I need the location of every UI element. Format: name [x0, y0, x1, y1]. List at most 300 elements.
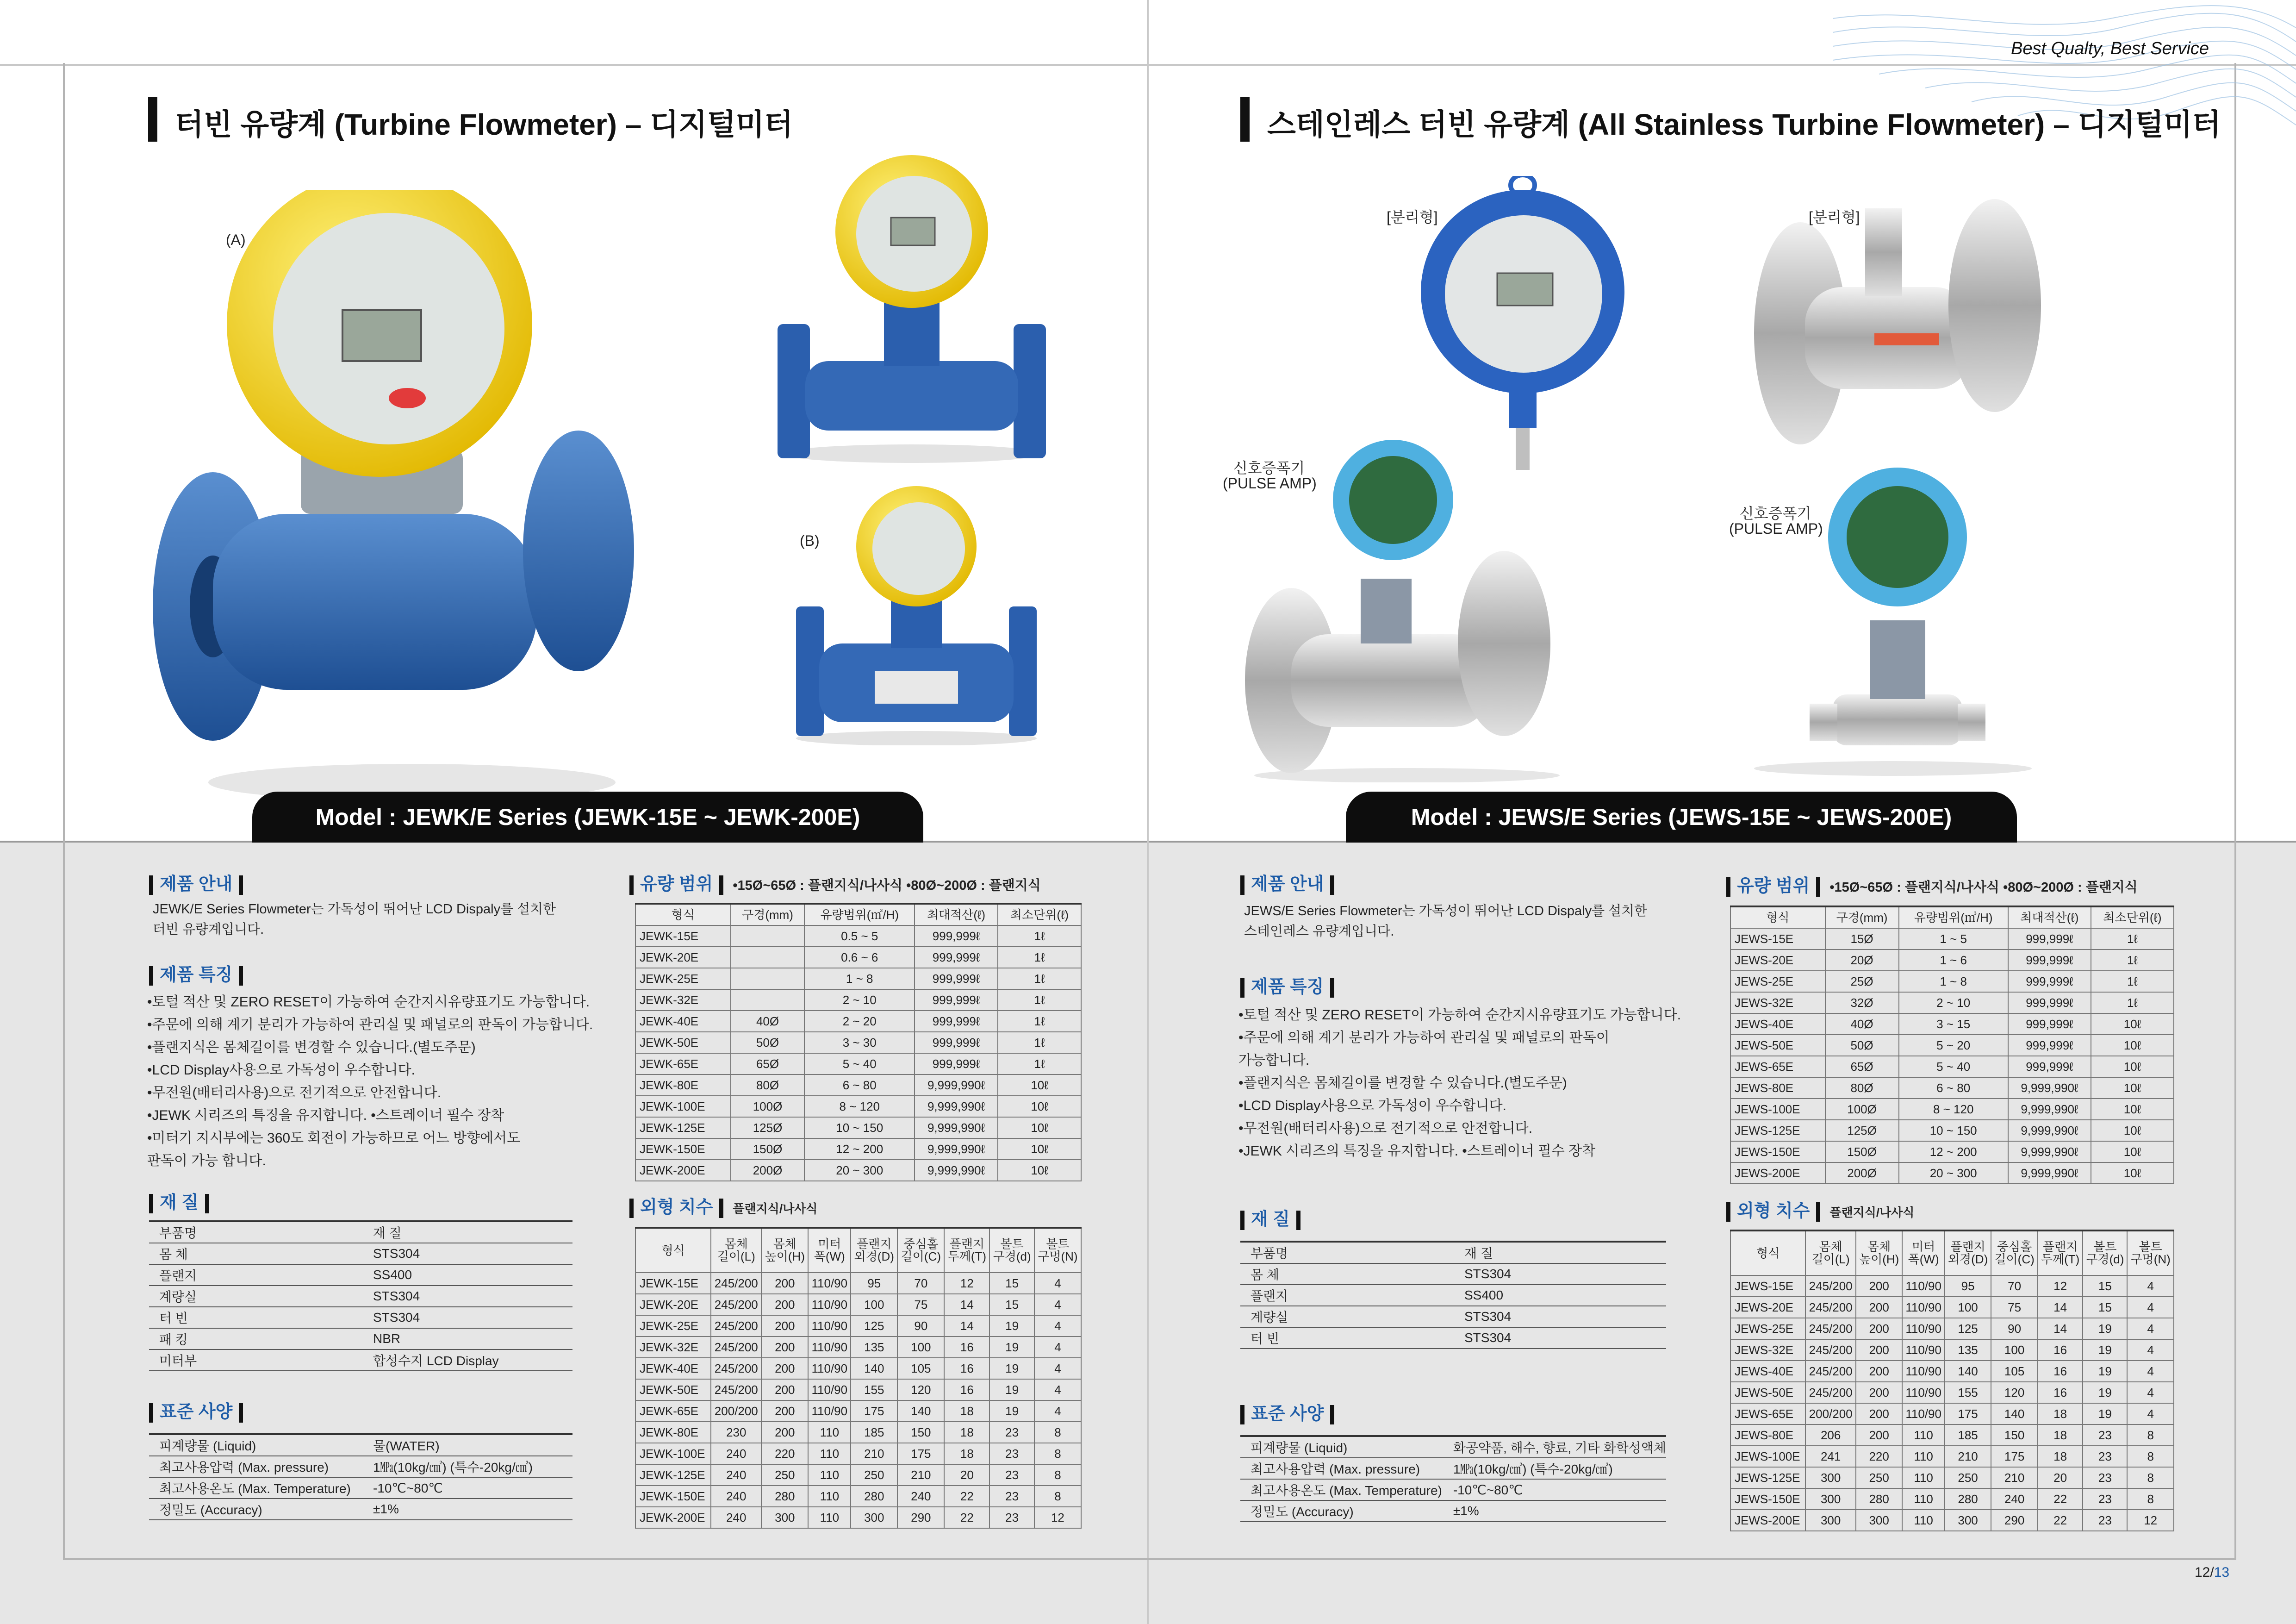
table-cell: 8	[2127, 1467, 2174, 1488]
table-cell: 200	[761, 1379, 808, 1400]
table-cell: 110	[1902, 1446, 1944, 1467]
table-cell: 200	[761, 1315, 808, 1337]
table-cell: 200/200	[711, 1400, 761, 1422]
feature-item: •JEWK 시리즈의 특징을 유지합니다. •스트레이너 필수 장착	[1238, 1143, 1596, 1159]
table-cell: 10ℓ	[998, 1160, 1081, 1181]
features-heading-left: 제품 특징	[149, 960, 249, 986]
table-cell: 10ℓ	[2091, 1162, 2174, 1184]
table-row	[635, 1096, 1081, 1117]
table-cell: 280	[1945, 1488, 1991, 1510]
table-cell: 220	[761, 1443, 808, 1464]
table-cell: 1ℓ	[998, 925, 1081, 947]
table-cell: 10ℓ	[2091, 1056, 2174, 1077]
table-cell: 240	[1991, 1488, 2038, 1510]
feature-item: •미터기 지시부에는 360도 회전이 가능하므로 어느 방향에서도	[147, 1131, 521, 1146]
table-cell: 245/200	[711, 1315, 761, 1337]
table-cell: 8	[1034, 1443, 1081, 1464]
table-cell: 125	[851, 1315, 897, 1337]
material-heading-left: 재 질	[149, 1188, 216, 1213]
feature-item: •JEWK 시리즈의 특징을 유지합니다. •스트레이너 필수 장착	[147, 1108, 504, 1123]
table-cell: 110	[808, 1422, 851, 1443]
table-cell: 9,999,990ℓ	[2008, 1077, 2091, 1099]
table-cell: 125Ø	[731, 1117, 805, 1138]
table-cell: 12	[1034, 1507, 1081, 1528]
feature-item: •LCD Display사용으로 가독성이 우수합니다.	[1238, 1098, 1506, 1113]
table-cell: 999,999ℓ	[915, 925, 998, 947]
table-cell: 70	[897, 1273, 944, 1294]
intro-line: JEWS/E Series Flowmeter는 가독성이 뛰어난 LCD Dispaly를 설치한	[1244, 904, 1648, 918]
table-cell: 23	[2083, 1467, 2127, 1488]
table-cell: 200	[1856, 1318, 1903, 1339]
table-cell: 200	[1856, 1361, 1903, 1382]
table-cell: 200	[1856, 1403, 1903, 1424]
table-cell: 20 ~ 300	[804, 1160, 915, 1181]
table-cell: 200Ø	[1825, 1162, 1899, 1184]
table-cell: 18	[2038, 1403, 2083, 1424]
table-cell: 50Ø	[1825, 1035, 1899, 1056]
table-cell: 9,999,990ℓ	[2008, 1141, 2091, 1162]
features-heading-right: 제품 특징	[1240, 972, 1341, 998]
table-cell: 150Ø	[731, 1138, 805, 1160]
table-cell: 1 ~ 5	[1899, 928, 2008, 949]
table-cell: 19	[2083, 1382, 2127, 1403]
table-cell: 245/200	[1805, 1297, 1856, 1318]
turbine-flowmeter-photo-b-top	[768, 148, 1055, 463]
table-cell: 50Ø	[731, 1032, 805, 1053]
table-row	[1730, 971, 2174, 992]
table-cell: 16	[944, 1379, 989, 1400]
photo-label-a: (A)	[226, 231, 246, 248]
table-cell: 32Ø	[1825, 992, 1899, 1013]
table-cell: 4	[2127, 1318, 2174, 1339]
table-cell: 300	[851, 1507, 897, 1528]
table-cell: 245/200	[1805, 1361, 1856, 1382]
table-cell: 2 ~ 20	[804, 1011, 915, 1032]
table-cell: JEWK-50E	[635, 1379, 711, 1400]
table-cell: 6 ~ 80	[1899, 1077, 2008, 1099]
table-cell: 200	[761, 1337, 808, 1358]
table-cell: 300	[1805, 1488, 1856, 1510]
table-cell: 120	[1991, 1382, 2038, 1403]
table-cell: 9,999,990ℓ	[915, 1074, 998, 1096]
table-cell: 4	[1034, 1358, 1081, 1379]
table-cell: 1 ~ 8	[804, 968, 915, 989]
table-cell: 210	[897, 1464, 944, 1486]
table-cell: 65Ø	[1825, 1056, 1899, 1077]
table-cell: JEWS-100E	[1730, 1099, 1825, 1120]
table-cell: 110	[808, 1507, 851, 1528]
column-header: 미터 폭(W)	[1902, 1230, 1944, 1275]
table-cell: 20Ø	[1825, 949, 1899, 971]
table-cell: 14	[944, 1315, 989, 1337]
table-cell: 19	[989, 1400, 1034, 1422]
table-cell: 1ℓ	[998, 1011, 1081, 1032]
feature-item: 가능합니다.	[1238, 1053, 1310, 1068]
table-cell: 18	[944, 1400, 989, 1422]
column-header: 형식	[1730, 906, 1825, 928]
table-row	[635, 1011, 1081, 1032]
table-row	[635, 947, 1081, 968]
table-cell: 15	[2083, 1275, 2127, 1297]
table-cell: 12	[944, 1273, 989, 1294]
feature-item: •주문에 의해 계기 분리가 가능하여 관리실 및 패널로의 판독이	[1238, 1030, 1610, 1045]
table-cell: 10ℓ	[2091, 1077, 2174, 1099]
intro-text-right	[1244, 901, 1647, 942]
table-cell: JEWK-25E	[635, 1315, 711, 1337]
table-cell: 999,999ℓ	[2008, 1013, 2091, 1035]
wave-decoration	[1833, 0, 2296, 176]
dimensions-table-left	[635, 1227, 1082, 1529]
table-cell: JEWK-125E	[635, 1117, 731, 1138]
table-cell: 16	[944, 1337, 989, 1358]
column-header: 몸체 길이(L)	[711, 1228, 761, 1273]
table-row	[1730, 1424, 2174, 1446]
table-row	[1730, 1141, 2174, 1162]
page-title-right: 스테인레스 터빈 유량계 (All Stainless Turbine Flowmeter) – 디지털미터	[1267, 108, 2221, 141]
table-cell: 999,999ℓ	[915, 989, 998, 1011]
table-cell: 200	[761, 1358, 808, 1379]
table-cell: 200	[1856, 1275, 1903, 1297]
table-cell: 200	[761, 1294, 808, 1315]
table-cell: 22	[944, 1486, 989, 1507]
table-cell: JEWK-32E	[635, 1337, 711, 1358]
table-cell: 999,999ℓ	[915, 968, 998, 989]
table-cell: 1ℓ	[998, 968, 1081, 989]
flow-range-table-left	[635, 903, 1082, 1181]
table-cell: JEWK-50E	[635, 1032, 731, 1053]
table-row: 피계량물 (Liquid) 물(WATER)	[149, 1434, 572, 1456]
feature-item: •LCD Display사용으로 가독성이 우수합니다.	[147, 1062, 415, 1078]
table-cell: JEWK-100E	[635, 1443, 711, 1464]
table-cell: 9,999,990ℓ	[915, 1096, 998, 1117]
table-cell: JEWS-125E	[1730, 1120, 1825, 1141]
table-cell: JEWK-15E	[635, 925, 731, 947]
table-cell: 105	[1991, 1361, 2038, 1382]
table-cell: 210	[1991, 1467, 2038, 1488]
table-cell: 175	[897, 1443, 944, 1464]
table-cell: JEWK-15E	[635, 1273, 711, 1294]
table-cell: 4	[1034, 1337, 1081, 1358]
table-cell: 10ℓ	[2091, 1141, 2174, 1162]
table-row	[635, 1443, 1081, 1464]
table-cell: 250	[1856, 1467, 1903, 1488]
table-cell: 999,999ℓ	[2008, 1056, 2091, 1077]
table-cell: 16	[2038, 1339, 2083, 1361]
column-header: 몸체 길이(L)	[1805, 1230, 1856, 1275]
table-cell: 100	[851, 1294, 897, 1315]
table-cell: 110/90	[808, 1294, 851, 1315]
table-cell: 23	[2083, 1446, 2127, 1467]
table-cell: 175	[851, 1400, 897, 1422]
table-cell: 240	[711, 1443, 761, 1464]
table-cell: 245/200	[711, 1358, 761, 1379]
table-row	[1730, 1297, 2174, 1318]
table-cell: 4	[1034, 1379, 1081, 1400]
table-cell: 110	[1902, 1467, 1944, 1488]
flow-range-table-right	[1730, 906, 2174, 1184]
table-cell: 18	[944, 1443, 989, 1464]
table-header-row	[1730, 906, 2174, 928]
feature-item: •플랜지식은 몸체길이를 변경할 수 있습니다.(별도주문)	[147, 1040, 476, 1055]
table-cell: 8	[2127, 1424, 2174, 1446]
table-cell: 245/200	[1805, 1382, 1856, 1403]
table-cell: 3 ~ 30	[804, 1032, 915, 1053]
table-cell: 290	[1991, 1510, 2038, 1531]
table-cell: 125	[1945, 1318, 1991, 1339]
table-cell: 9,999,990ℓ	[2008, 1120, 2091, 1141]
table-row	[635, 1379, 1081, 1400]
table-cell: 999,999ℓ	[915, 947, 998, 968]
table-cell: 200	[761, 1273, 808, 1294]
table-cell: 110/90	[808, 1337, 851, 1358]
table-cell: JEWS-50E	[1730, 1035, 1825, 1056]
table-cell: 240	[711, 1464, 761, 1486]
table-cell: 5 ~ 40	[1899, 1056, 2008, 1077]
table-cell: 280	[761, 1486, 808, 1507]
table-cell: 23	[989, 1507, 1034, 1528]
table-cell: 10ℓ	[2091, 1035, 2174, 1056]
table-cell: 12	[2127, 1510, 2174, 1531]
table-cell: JEWS-20E	[1730, 1297, 1805, 1318]
table-cell: 9,999,990ℓ	[2008, 1099, 2091, 1120]
table-row	[635, 1422, 1081, 1443]
table-cell: 75	[897, 1294, 944, 1315]
table-cell: 110/90	[808, 1315, 851, 1337]
table-row: 피계량물 (Liquid) 화공약품, 해수, 향료, 기타 화학성액체	[1240, 1436, 1666, 1458]
table-cell: 22	[2038, 1510, 2083, 1531]
table-cell: JEWK-150E	[635, 1486, 711, 1507]
table-cell: JEWS-80E	[1730, 1077, 1825, 1099]
table-cell: 100Ø	[731, 1096, 805, 1117]
table-cell	[731, 968, 805, 989]
table-row	[1730, 1339, 2174, 1361]
table-cell: JEWK-200E	[635, 1507, 711, 1528]
table-cell: 22	[944, 1507, 989, 1528]
table-cell: JEWS-150E	[1730, 1488, 1805, 1510]
table-cell: 241	[1805, 1446, 1856, 1467]
table-cell: 300	[1805, 1467, 1856, 1488]
table-cell: 120	[897, 1379, 944, 1400]
table-row	[1730, 1510, 2174, 1531]
table-row	[635, 1117, 1081, 1138]
table-cell: 40Ø	[731, 1011, 805, 1032]
table-row	[635, 1138, 1081, 1160]
table-cell: 150	[897, 1422, 944, 1443]
table-cell: JEWK-100E	[635, 1096, 731, 1117]
table-cell: 110	[1902, 1488, 1944, 1510]
table-cell: JEWK-25E	[635, 968, 731, 989]
table-cell: 200	[761, 1400, 808, 1422]
model-banner-right: Model : JEWS/E Series (JEWS-15E ~ JEWS-200E)	[1346, 792, 2017, 843]
table-cell: 4	[2127, 1275, 2174, 1297]
table-cell: JEWS-15E	[1730, 1275, 1805, 1297]
table-row: 계량실 STS304	[1240, 1306, 1666, 1327]
table-cell: 1ℓ	[998, 1032, 1081, 1053]
table-cell: JEWK-65E	[635, 1400, 711, 1422]
table-cell: 245/200	[711, 1337, 761, 1358]
table-cell: 155	[851, 1379, 897, 1400]
table-cell: 290	[897, 1507, 944, 1528]
column-header: 최대적산(ℓ)	[2008, 906, 2091, 928]
table-cell: 19	[2083, 1318, 2127, 1339]
table-cell: 5 ~ 20	[1899, 1035, 2008, 1056]
photo-label-amp1-line1: 신호증폭기	[1233, 460, 1305, 476]
table-cell: 25Ø	[1825, 971, 1899, 992]
table-cell: JEWS-200E	[1730, 1162, 1825, 1184]
table-cell: 1ℓ	[2091, 992, 2174, 1013]
table-cell: 110/90	[1902, 1361, 1944, 1382]
table-cell: 1 ~ 6	[1899, 949, 2008, 971]
table-cell: 8 ~ 120	[804, 1096, 915, 1117]
table-row	[1730, 1275, 2174, 1297]
table-row	[1730, 928, 2174, 949]
table-cell: 23	[989, 1443, 1034, 1464]
table-cell: 1ℓ	[2091, 971, 2174, 992]
table-row	[635, 1400, 1081, 1422]
column-header: 몸체 높이(H)	[761, 1228, 808, 1273]
table-cell: 23	[989, 1486, 1034, 1507]
model-banner-left: Model : JEWK/E Series (JEWK-15E ~ JEWK-200E)	[252, 792, 923, 843]
table-cell: JEWS-65E	[1730, 1056, 1825, 1077]
table-cell: 8	[1034, 1422, 1081, 1443]
table-cell: 4	[2127, 1382, 2174, 1403]
feature-item: •무전원(배터리사용)으로 전기적으로 안전합니다.	[147, 1085, 442, 1100]
table-row	[1730, 1446, 2174, 1467]
table-cell: 20	[2038, 1467, 2083, 1488]
photo-label-amp1-line2: (PULSE AMP)	[1223, 475, 1317, 492]
column-header: 플랜지 두께(T)	[944, 1228, 989, 1273]
table-cell: 20 ~ 300	[1899, 1162, 2008, 1184]
table-cell: JEWK-80E	[635, 1422, 711, 1443]
table-cell: 105	[897, 1358, 944, 1379]
table-cell: 140	[1991, 1403, 2038, 1424]
dims-heading-right: 외형 치수 플랜지식/나사식	[1726, 1196, 1914, 1222]
table-row	[635, 1074, 1081, 1096]
table-cell: 19	[989, 1358, 1034, 1379]
table-cell: 245/200	[1805, 1339, 1856, 1361]
table-row	[1730, 1162, 2174, 1184]
table-cell: 80Ø	[731, 1074, 805, 1096]
table-cell: 70	[1991, 1275, 2038, 1297]
table-cell: JEWS-150E	[1730, 1141, 1825, 1162]
table-cell: 9,999,990ℓ	[915, 1138, 998, 1160]
intro-heading-left: 제품 안내	[149, 869, 249, 895]
table-row	[1730, 1035, 2174, 1056]
standard-heading-left: 표준 사양	[149, 1397, 249, 1423]
table-row: 몸 체 STS304	[1240, 1263, 1666, 1285]
table-cell: 155	[1945, 1382, 1991, 1403]
standard-heading-right: 표준 사양	[1240, 1399, 1341, 1424]
table-cell: 245/200	[1805, 1275, 1856, 1297]
table-cell: 15Ø	[1825, 928, 1899, 949]
table-cell: 4	[2127, 1297, 2174, 1318]
table-cell: JEWK-65E	[635, 1053, 731, 1074]
stainless-flowmeter-separated-photo	[1749, 194, 2050, 454]
table-cell: 1ℓ	[2091, 949, 2174, 971]
table-row	[1730, 1361, 2174, 1382]
table-header-row	[635, 904, 1081, 925]
table-row	[635, 925, 1081, 947]
table-row: 정밀도 (Accuracy) ±1%	[149, 1499, 572, 1520]
table-cell: 19	[989, 1315, 1034, 1337]
column-header: 볼트 구경(d)	[989, 1228, 1034, 1273]
table-cell: 10ℓ	[998, 1138, 1081, 1160]
table-cell: 10ℓ	[2091, 1120, 2174, 1141]
table-cell: 4	[2127, 1339, 2174, 1361]
table-cell: 75	[1991, 1297, 2038, 1318]
table-cell: 6 ~ 80	[804, 1074, 915, 1096]
table-cell: JEWS-40E	[1730, 1361, 1805, 1382]
table-cell: 110	[808, 1464, 851, 1486]
table-cell: 185	[1945, 1424, 1991, 1446]
table-cell: 125Ø	[1825, 1120, 1899, 1141]
table-cell: 65Ø	[731, 1053, 805, 1074]
table-cell: 245/200	[1805, 1318, 1856, 1339]
table-row	[635, 1294, 1081, 1315]
table-cell: 90	[1991, 1318, 2038, 1339]
table-cell: JEWS-32E	[1730, 1339, 1805, 1361]
dims-heading-left: 외형 치수 플랜지식/나사식	[629, 1193, 817, 1218]
table-row	[1730, 1403, 2174, 1424]
column-header: 중심홀 길이(C)	[897, 1228, 944, 1273]
page-title-left: 터빈 유량계 (Turbine Flowmeter) – 디지털미터	[175, 108, 793, 141]
table-row	[1730, 1318, 2174, 1339]
table-row	[635, 1337, 1081, 1358]
turbine-flowmeter-photo-b	[787, 486, 1046, 745]
table-cell: 5 ~ 40	[804, 1053, 915, 1074]
table-cell: 15	[2083, 1297, 2127, 1318]
table-row	[1730, 1488, 2174, 1510]
column-header: 유량범위(㎥/H)	[804, 904, 915, 925]
table-cell: 95	[1945, 1275, 1991, 1297]
column-header: 플랜지 외경(D)	[1945, 1230, 1991, 1275]
material-table-left	[149, 1220, 572, 1371]
standard-table-right	[1240, 1435, 1666, 1522]
table-cell: 16	[2038, 1382, 2083, 1403]
table-cell: 16	[944, 1358, 989, 1379]
table-cell: 10 ~ 150	[804, 1117, 915, 1138]
table-cell: 999,999ℓ	[915, 1032, 998, 1053]
title-marker	[148, 97, 157, 142]
table-row: 미터부 합성수지 LCD Display	[149, 1349, 572, 1371]
table-row: 터 빈 STS304	[1240, 1327, 1666, 1349]
features-list-left	[147, 991, 593, 1172]
table-cell: 250	[761, 1464, 808, 1486]
table-row: 부품명 재 질	[149, 1221, 572, 1243]
tagline: Best Qualty, Best Service	[2011, 39, 2209, 58]
table-cell: 200	[1856, 1424, 1903, 1446]
table-cell: 3 ~ 15	[1899, 1013, 2008, 1035]
table-cell: 100	[1991, 1339, 2038, 1361]
table-cell: 110	[808, 1443, 851, 1464]
table-cell: 9,999,990ℓ	[2008, 1162, 2091, 1184]
table-row	[635, 989, 1081, 1011]
table-cell: 20	[944, 1464, 989, 1486]
photo-label-separated-1: [분리형]	[1387, 209, 1438, 225]
table-cell: JEWS-125E	[1730, 1467, 1805, 1488]
table-row: 최고사용온도 (Max. Temperature) -10℃~80℃	[1240, 1479, 1666, 1500]
column-header: 최소단위(ℓ)	[2091, 906, 2174, 928]
table-cell: 240	[711, 1507, 761, 1528]
table-row	[635, 1273, 1081, 1294]
table-row	[1730, 949, 2174, 971]
table-row: 정밀도 (Accuracy) ±1%	[1240, 1500, 1666, 1522]
table-cell: 1ℓ	[2091, 928, 2174, 949]
table-cell: JEWK-40E	[635, 1011, 731, 1032]
table-cell: 300	[1945, 1510, 1991, 1531]
table-row: 최고사용온도 (Max. Temperature) -10℃~80℃	[149, 1477, 572, 1499]
table-cell: 8	[1034, 1464, 1081, 1486]
